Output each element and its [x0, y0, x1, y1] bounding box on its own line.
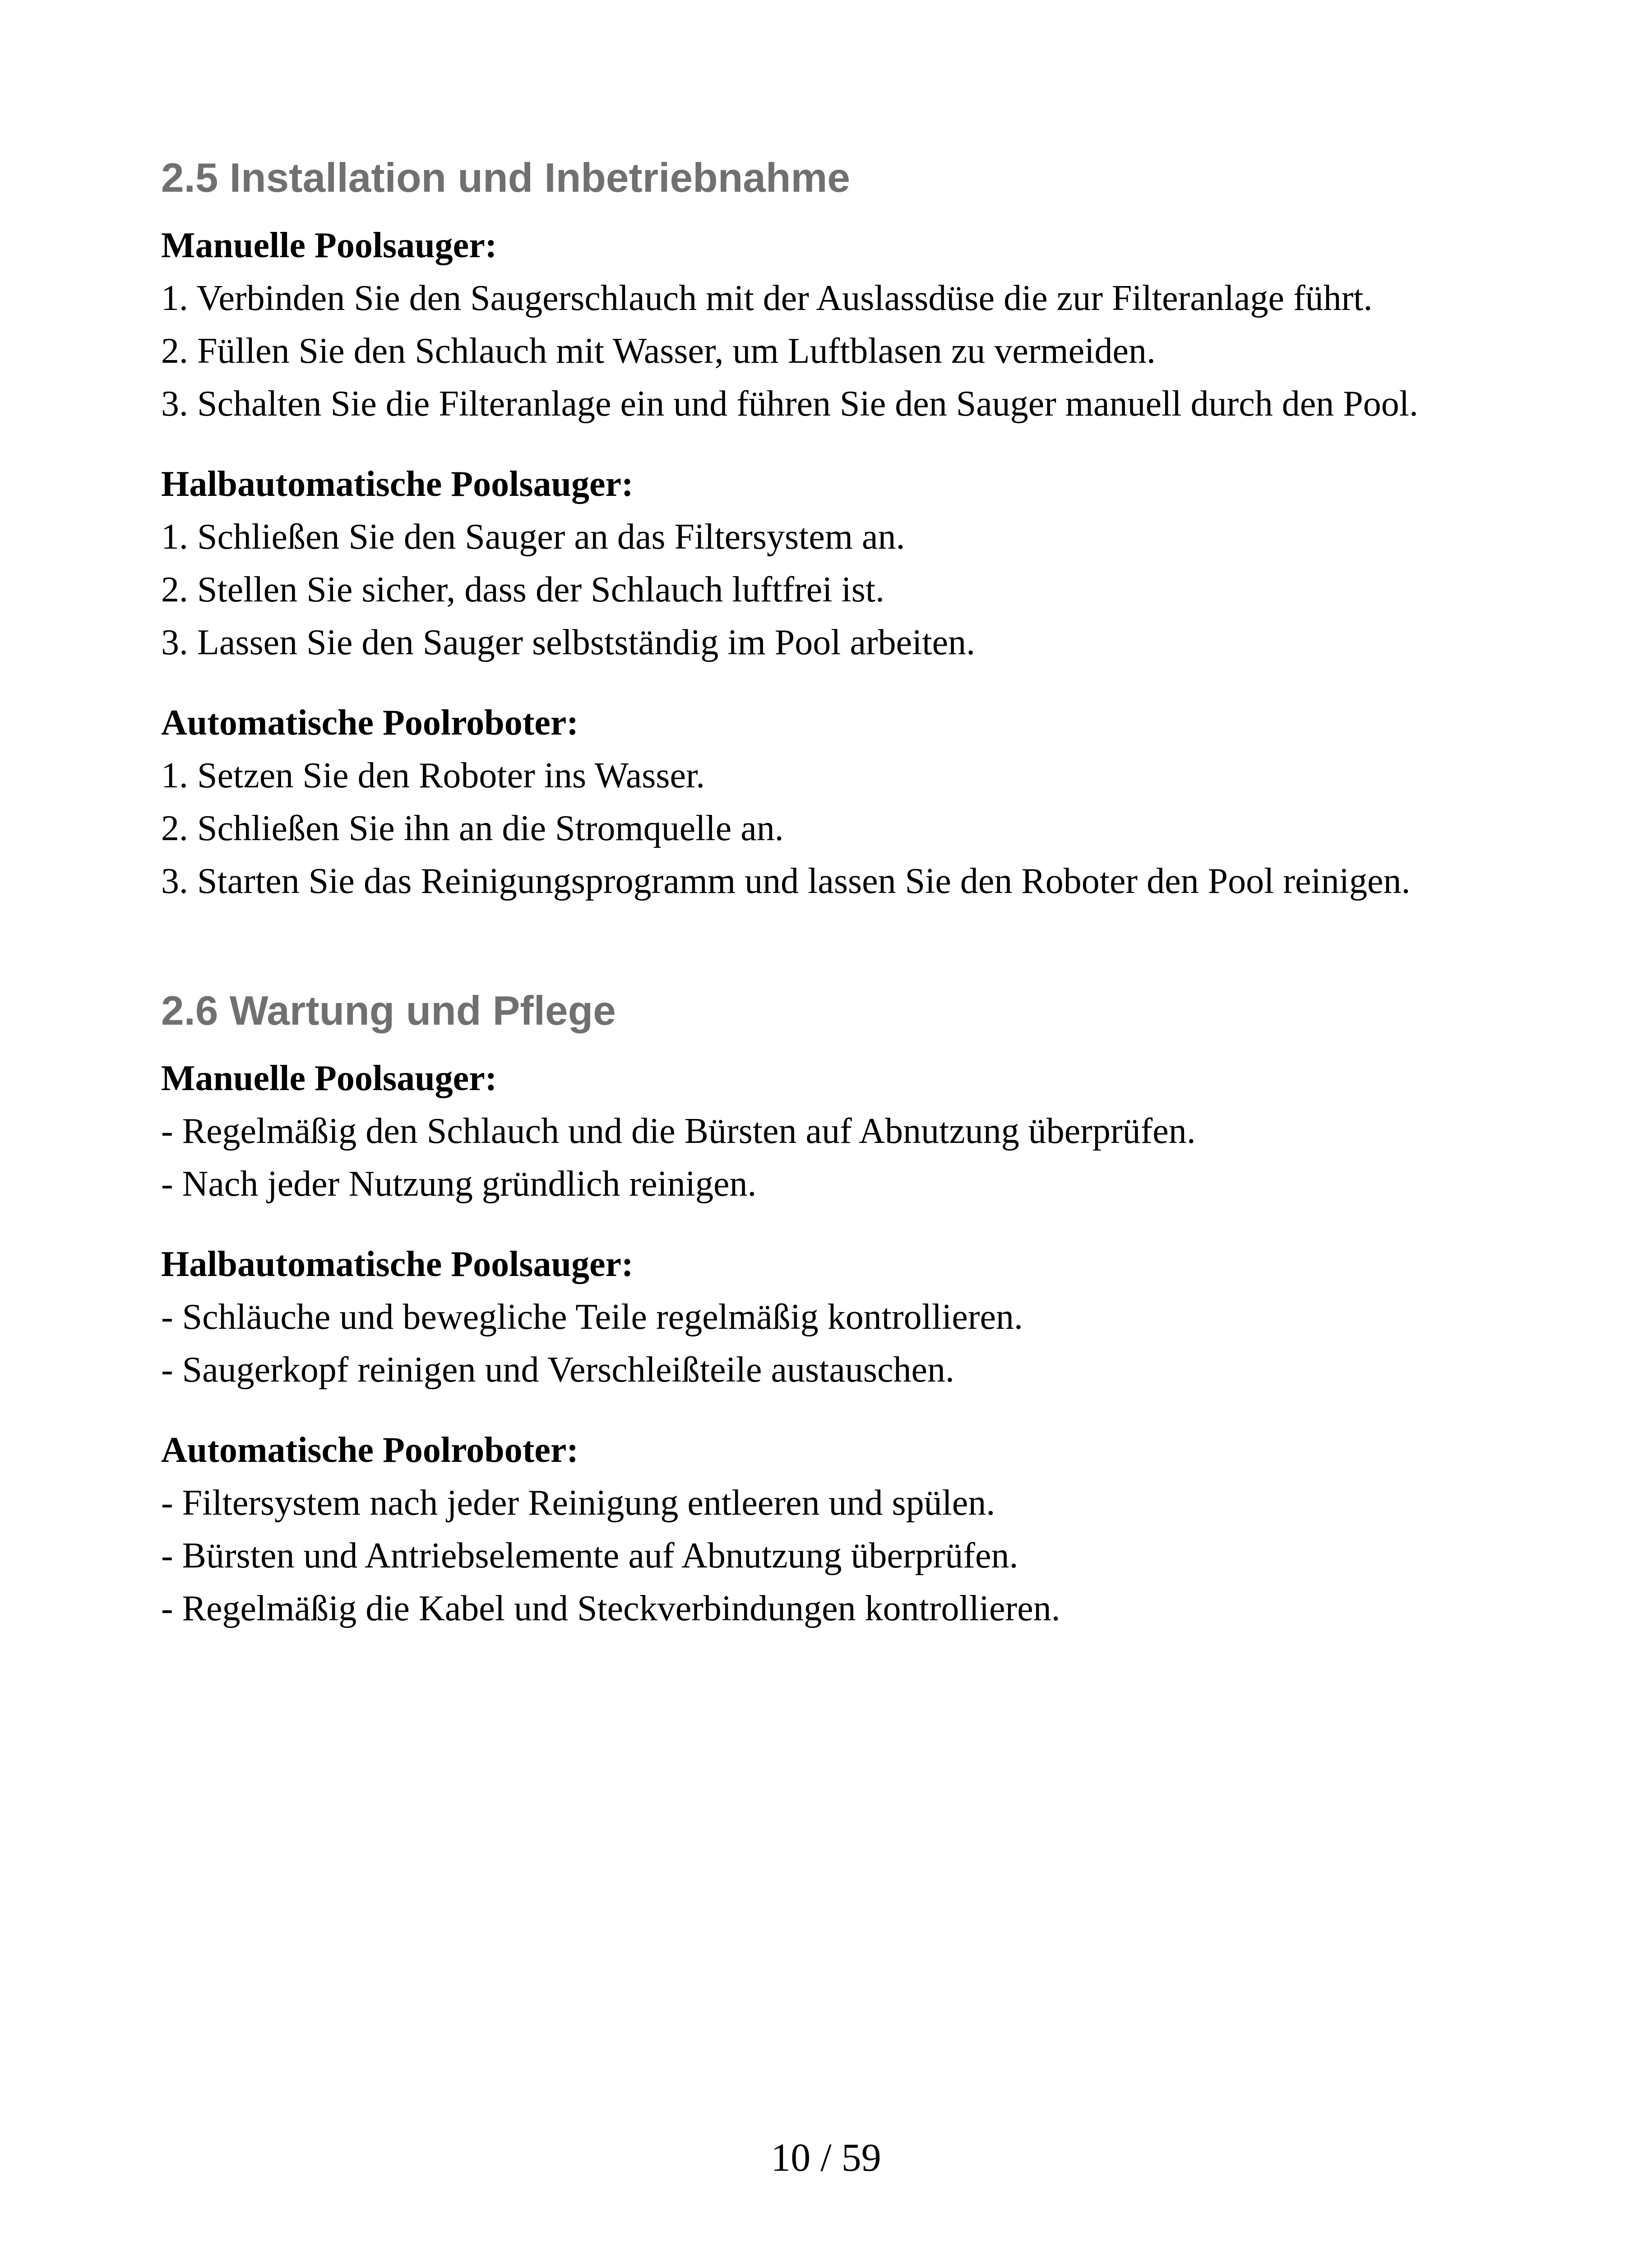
list-item: 1. Verbinden Sie den Saugerschlauch mit der Auslassdüse die zur Filteranlage führt.: [161, 278, 1373, 318]
page-number: 10 / 59: [771, 2136, 881, 2180]
group-heading: Manuelle Poolsauger:: [161, 226, 497, 265]
list-item: 1. Schließen Sie den Sauger an das Filtersystem an.: [161, 517, 905, 557]
list-item: - Regelmäßig den Schlauch und die Bürsten auf Abnutzung überprüfen.: [161, 1111, 1196, 1151]
list-item: 2. Schließen Sie ihn an die Stromquelle an.: [161, 809, 784, 848]
list-item: - Saugerkopf reinigen und Verschleißteile austauschen.: [161, 1350, 954, 1390]
list-item: - Regelmäßig die Kabel und Steckverbindungen kontrollieren.: [161, 1589, 1060, 1628]
group-heading: Automatische Poolroboter:: [161, 1430, 578, 1470]
section-installation: [161, 153, 1506, 908]
group-halbautomatische-poolsauger: [161, 458, 1506, 669]
list-item: 3. Schalten Sie die Filteranlage ein und führen Sie den Sauger manuell durch den Pool.: [161, 384, 1418, 424]
group-automatische-poolroboter: [161, 697, 1506, 908]
group-heading: Halbautomatische Poolsauger:: [161, 464, 634, 504]
group-manuelle-poolsauger: [161, 219, 1506, 430]
group-halbautomatische-poolsauger: [161, 1238, 1506, 1396]
group-heading: Halbautomatische Poolsauger:: [161, 1244, 634, 1284]
list-item: 2. Stellen Sie sicher, dass der Schlauch luftfrei ist.: [161, 570, 885, 610]
section-title: 2.5 Installation und Inbetriebnahme: [161, 155, 851, 201]
group-manuelle-poolsauger: [161, 1052, 1506, 1211]
group-heading: Manuelle Poolsauger:: [161, 1059, 497, 1098]
list-item: 2. Füllen Sie den Schlauch mit Wasser, um Luftblasen zu vermeiden.: [161, 331, 1156, 371]
list-item: 3. Starten Sie das Reinigungsprogramm und lassen Sie den Roboter den Pool reinigen.: [161, 861, 1411, 901]
section-wartung: [161, 986, 1506, 1635]
list-item: - Nach jeder Nutzung gründlich reinigen.: [161, 1164, 757, 1204]
section-title: 2.6 Wartung und Pflege: [161, 988, 616, 1034]
group-heading: Automatische Poolroboter:: [161, 703, 578, 743]
list-item: - Schläuche und bewegliche Teile regelmäßig kontrollieren.: [161, 1297, 1023, 1337]
list-item: - Bürsten und Antriebselemente auf Abnutzung überprüfen.: [161, 1536, 1018, 1576]
list-item: 1. Setzen Sie den Roboter ins Wasser.: [161, 756, 705, 795]
group-automatische-poolroboter: [161, 1424, 1506, 1635]
page-content: [161, 153, 1506, 1663]
list-item: - Filtersystem nach jeder Reinigung entleeren und spülen.: [161, 1483, 995, 1523]
list-item: 3. Lassen Sie den Sauger selbstständig im Pool arbeiten.: [161, 623, 976, 662]
